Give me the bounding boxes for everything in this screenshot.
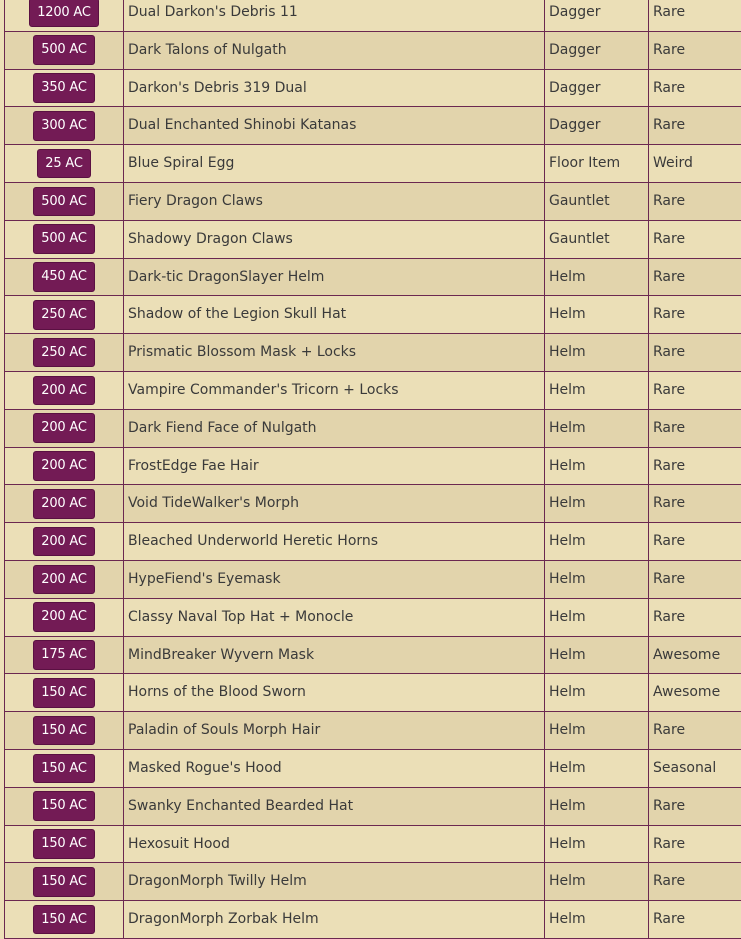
item-name-cell: Dark Talons of Nulgath — [124, 31, 545, 69]
items-table-container — [4, 0, 741, 939]
item-type-cell: Helm — [545, 371, 649, 409]
price-badge: 150 AC — [33, 716, 95, 746]
item-type-cell: Gauntlet — [545, 182, 649, 220]
table-row — [5, 334, 741, 372]
item-rarity-cell: Rare — [649, 863, 741, 901]
item-type-cell: Helm — [545, 409, 649, 447]
price-badge: 200 AC — [33, 451, 95, 481]
item-rarity-cell: Rare — [649, 787, 741, 825]
table-row — [5, 296, 741, 334]
item-rarity-cell: Rare — [649, 258, 741, 296]
item-type-cell: Helm — [545, 749, 649, 787]
item-type-cell: Floor Item — [545, 145, 649, 183]
table-row — [5, 182, 741, 220]
item-type-cell: Dagger — [545, 107, 649, 145]
item-rarity-cell: Rare — [649, 296, 741, 334]
item-name-cell: FrostEdge Fae Hair — [124, 447, 545, 485]
price-cell — [5, 69, 124, 107]
price-badge: 150 AC — [33, 754, 95, 784]
table-row — [5, 825, 741, 863]
price-badge: 250 AC — [33, 338, 95, 368]
table-row — [5, 258, 741, 296]
price-badge: 200 AC — [33, 602, 95, 632]
item-name-cell: Dark-tic DragonSlayer Helm — [124, 258, 545, 296]
item-rarity-cell: Rare — [649, 220, 741, 258]
price-badge: 150 AC — [33, 678, 95, 708]
item-name-cell: Hexosuit Hood — [124, 825, 545, 863]
price-cell — [5, 863, 124, 901]
table-row — [5, 371, 741, 409]
price-cell — [5, 182, 124, 220]
item-type-cell: Dagger — [545, 31, 649, 69]
table-row — [5, 863, 741, 901]
price-cell — [5, 296, 124, 334]
table-row — [5, 674, 741, 712]
price-cell — [5, 334, 124, 372]
price-badge: 200 AC — [33, 413, 95, 443]
item-name-cell: DragonMorph Zorbak Helm — [124, 901, 545, 939]
price-badge: 350 AC — [33, 73, 95, 103]
price-cell — [5, 31, 124, 69]
price-badge: 250 AC — [33, 300, 95, 330]
item-rarity-cell: Rare — [649, 107, 741, 145]
price-badge: 500 AC — [33, 224, 95, 254]
table-row — [5, 485, 741, 523]
item-rarity-cell: Awesome — [649, 636, 741, 674]
item-rarity-cell: Rare — [649, 523, 741, 561]
table-row — [5, 523, 741, 561]
price-cell — [5, 0, 124, 31]
table-row — [5, 749, 741, 787]
item-type-cell: Helm — [545, 485, 649, 523]
price-cell — [5, 749, 124, 787]
item-rarity-cell: Weird — [649, 145, 741, 183]
price-badge: 300 AC — [33, 111, 95, 141]
price-badge: 500 AC — [33, 187, 95, 217]
price-badge: 25 AC — [37, 149, 90, 179]
item-rarity-cell: Seasonal — [649, 749, 741, 787]
item-name-cell: Masked Rogue's Hood — [124, 749, 545, 787]
item-rarity-cell: Rare — [649, 182, 741, 220]
item-name-cell: Fiery Dragon Claws — [124, 182, 545, 220]
item-name-cell: Dark Fiend Face of Nulgath — [124, 409, 545, 447]
item-rarity-cell: Rare — [649, 560, 741, 598]
table-row — [5, 0, 741, 31]
price-cell — [5, 825, 124, 863]
item-type-cell: Helm — [545, 447, 649, 485]
table-row — [5, 31, 741, 69]
item-rarity-cell: Rare — [649, 598, 741, 636]
item-type-cell: Gauntlet — [545, 220, 649, 258]
price-cell — [5, 107, 124, 145]
price-badge: 200 AC — [33, 489, 95, 519]
item-name-cell: Vampire Commander's Tricorn + Locks — [124, 371, 545, 409]
item-rarity-cell: Rare — [649, 485, 741, 523]
item-name-cell: DragonMorph Twilly Helm — [124, 863, 545, 901]
item-rarity-cell: Awesome — [649, 674, 741, 712]
item-rarity-cell: Rare — [649, 825, 741, 863]
item-type-cell: Helm — [545, 296, 649, 334]
table-row — [5, 560, 741, 598]
item-name-cell: Shadowy Dragon Claws — [124, 220, 545, 258]
item-rarity-cell: Rare — [649, 69, 741, 107]
item-name-cell: HypeFiend's Eyemask — [124, 560, 545, 598]
item-name-cell: Void TideWalker's Morph — [124, 485, 545, 523]
item-rarity-cell: Rare — [649, 447, 741, 485]
item-type-cell: Helm — [545, 901, 649, 939]
item-type-cell: Helm — [545, 712, 649, 750]
item-type-cell: Helm — [545, 674, 649, 712]
price-cell — [5, 674, 124, 712]
table-row — [5, 787, 741, 825]
items-table-body — [5, 0, 741, 938]
item-name-cell: Shadow of the Legion Skull Hat — [124, 296, 545, 334]
price-cell — [5, 523, 124, 561]
items-table — [4, 0, 741, 939]
item-rarity-cell: Rare — [649, 409, 741, 447]
item-type-cell: Helm — [545, 598, 649, 636]
price-cell — [5, 220, 124, 258]
item-rarity-cell: Rare — [649, 712, 741, 750]
price-cell — [5, 787, 124, 825]
item-type-cell: Helm — [545, 787, 649, 825]
table-row — [5, 636, 741, 674]
item-name-cell: MindBreaker Wyvern Mask — [124, 636, 545, 674]
item-rarity-cell: Rare — [649, 0, 741, 31]
item-rarity-cell: Rare — [649, 371, 741, 409]
item-name-cell: Paladin of Souls Morph Hair — [124, 712, 545, 750]
price-badge: 175 AC — [33, 640, 95, 670]
item-type-cell: Helm — [545, 825, 649, 863]
price-badge: 200 AC — [33, 527, 95, 557]
item-name-cell: Bleached Underworld Heretic Horns — [124, 523, 545, 561]
item-rarity-cell: Rare — [649, 901, 741, 939]
item-name-cell: Horns of the Blood Sworn — [124, 674, 545, 712]
price-cell — [5, 485, 124, 523]
price-badge: 1200 AC — [29, 0, 99, 27]
table-row — [5, 409, 741, 447]
price-badge: 150 AC — [33, 829, 95, 859]
price-cell — [5, 901, 124, 939]
item-rarity-cell: Rare — [649, 334, 741, 372]
item-type-cell: Helm — [545, 523, 649, 561]
item-name-cell: Dual Enchanted Shinobi Katanas — [124, 107, 545, 145]
table-row — [5, 107, 741, 145]
item-type-cell: Helm — [545, 560, 649, 598]
item-rarity-cell: Rare — [649, 31, 741, 69]
price-cell — [5, 258, 124, 296]
table-row — [5, 220, 741, 258]
table-row — [5, 712, 741, 750]
item-name-cell: Swanky Enchanted Bearded Hat — [124, 787, 545, 825]
price-cell — [5, 598, 124, 636]
table-row — [5, 145, 741, 183]
price-badge: 150 AC — [33, 867, 95, 897]
item-name-cell: Darkon's Debris 319 Dual — [124, 69, 545, 107]
item-name-cell: Dual Darkon's Debris 11 — [124, 0, 545, 31]
price-badge: 200 AC — [33, 376, 95, 406]
price-cell — [5, 712, 124, 750]
item-name-cell: Classy Naval Top Hat + Monocle — [124, 598, 545, 636]
table-row — [5, 598, 741, 636]
item-type-cell: Helm — [545, 258, 649, 296]
item-type-cell: Helm — [545, 636, 649, 674]
price-badge: 500 AC — [33, 35, 95, 65]
table-row — [5, 447, 741, 485]
item-name-cell: Blue Spiral Egg — [124, 145, 545, 183]
price-cell — [5, 409, 124, 447]
price-badge: 450 AC — [33, 262, 95, 292]
price-badge: 200 AC — [33, 565, 95, 595]
table-row — [5, 69, 741, 107]
price-cell — [5, 636, 124, 674]
item-type-cell: Dagger — [545, 69, 649, 107]
price-cell — [5, 145, 124, 183]
item-type-cell: Helm — [545, 334, 649, 372]
table-row — [5, 901, 741, 939]
price-badge: 150 AC — [33, 791, 95, 821]
item-type-cell: Helm — [545, 863, 649, 901]
item-type-cell: Dagger — [545, 0, 649, 31]
price-cell — [5, 371, 124, 409]
price-cell — [5, 447, 124, 485]
item-name-cell: Prismatic Blossom Mask + Locks — [124, 334, 545, 372]
price-cell — [5, 560, 124, 598]
price-badge: 150 AC — [33, 905, 95, 935]
